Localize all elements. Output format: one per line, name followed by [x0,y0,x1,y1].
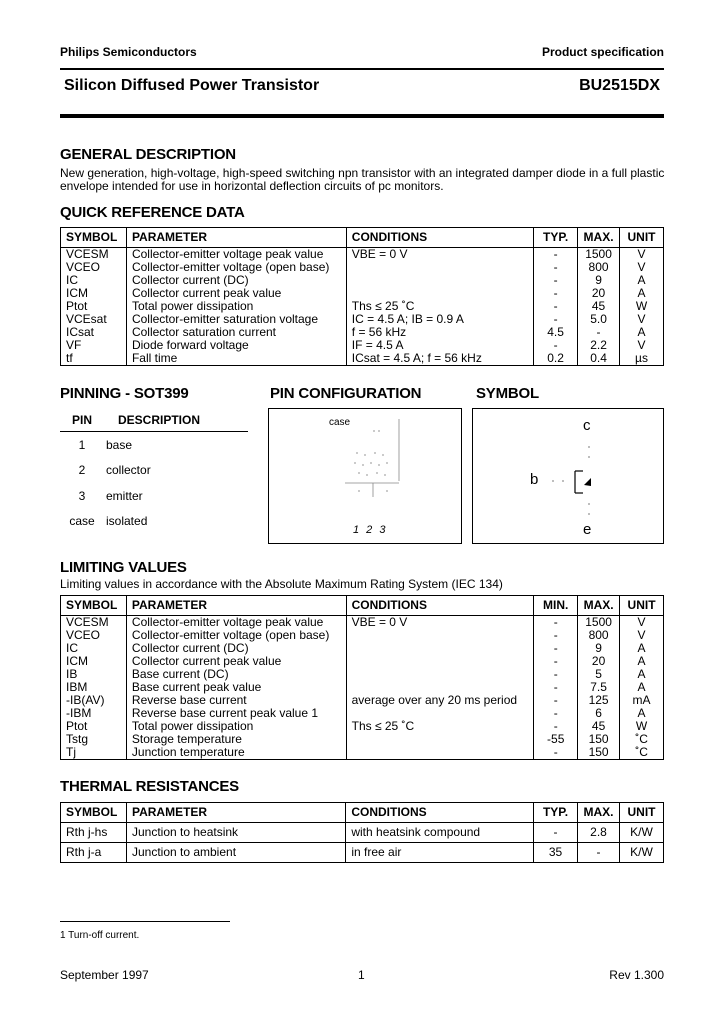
emitter-label: e [583,521,592,538]
cell-conditions [346,655,534,668]
cell-parameter: Collector-emitter voltage peak value [126,248,346,262]
thermal-resistances-table [60,802,664,863]
pinning-heading: PINNING - SOT399 [60,385,189,402]
col-header-pin: PIN [71,412,92,427]
cell-typ: 35 [534,843,578,863]
cell-min: - [534,694,578,707]
cell-parameter: Junction to ambient [126,843,345,863]
limiting-values-subtitle: Limiting values in accordance with the Absolute Maximum Rating System (IEC 134) [60,577,503,591]
cell-min: - [534,616,578,630]
cell-unit: V [620,629,664,642]
cell-min: - [534,707,578,720]
cell-min: - [534,681,578,694]
pin-configuration-box [268,408,462,544]
limiting-values-heading: LIMITING VALUES [60,559,187,576]
col-header-symbol: SYMBOL [61,228,127,248]
quick-reference-heading: QUICK REFERENCE DATA [60,204,245,221]
pin-number: 3 [78,488,86,503]
cell-conditions: IC = 4.5 A; IB = 0.9 A [346,313,533,326]
page-number: 1 [358,968,365,982]
col-header-max: MAX. [578,803,620,823]
cell-typ: - [534,248,578,262]
cell-parameter: Collector current (DC) [126,274,346,287]
cell-unit: A [620,655,664,668]
cell-parameter: Collector current peak value [126,287,346,300]
cell-unit: A [620,642,664,655]
cell-max: 2.8 [578,823,620,843]
cell-parameter: Reverse base current peak value 1 [126,707,346,720]
general-description-text [60,167,680,193]
col-header-typ: TYP. [534,803,578,823]
cell-symbol: Ptot [61,720,127,733]
cell-unit: A [620,681,664,694]
col-header-parameter: PARAMETER [126,228,346,248]
cell-symbol: Ptot [61,300,127,313]
thermal-resistances-heading: THERMAL RESISTANCES [60,778,239,795]
cell-unit: µs [620,352,664,366]
cell-max: 9 [578,274,620,287]
cell-unit: W [620,720,664,733]
quick-reference-table [60,227,664,366]
cell-unit: K/W [619,843,663,863]
cell-max: 20 [578,655,620,668]
cell-typ: - [534,300,578,313]
cell-symbol: IB [61,668,127,681]
cell-parameter: Collector-emitter voltage (open base) [126,261,346,274]
cell-conditions [346,668,534,681]
pin-description: emitter [106,488,143,503]
cell-typ: - [534,339,578,352]
cell-max: 800 [578,629,620,642]
cell-conditions [346,733,534,746]
cell-conditions [346,746,534,760]
cell-max: 6 [578,707,620,720]
cell-conditions: f = 56 kHz [346,326,533,339]
cell-parameter: Junction temperature [126,746,346,760]
pin-numbers-label: 1 2 3 [353,524,388,536]
cell-max: 1500 [578,248,620,262]
cell-symbol: ICsat [61,326,127,339]
col-header-symbol: SYMBOL [61,803,127,823]
cell-conditions: Ths ≤ 25 ˚C [346,300,533,313]
cell-conditions: average over any 20 ms period [346,694,534,707]
general-description-line: New generation, high-voltage, high-speed switching npn transistor with an integrated damper diode in a full plastic [60,166,665,180]
cell-parameter: Collector-emitter voltage peak value [126,616,346,630]
cell-parameter: Junction to heatsink [126,823,345,843]
col-header-min: MIN. [534,596,578,616]
document-title: Silicon Diffused Power Transistor [64,77,320,94]
cell-unit: mA [620,694,664,707]
cell-max: - [578,326,620,339]
pinning-table [60,408,248,534]
document-type: Product specification [541,45,664,59]
cell-typ: - [534,313,578,326]
cell-max: 5 [578,668,620,681]
cell-min: - [534,668,578,681]
general-description-heading: GENERAL DESCRIPTION [60,146,236,163]
cell-parameter: Collector current peak value [126,655,346,668]
cell-symbol: VCEO [61,629,127,642]
cell-unit: A [620,274,664,287]
cell-symbol: IBM [61,681,127,694]
cell-symbol: Rth j-a [61,843,127,863]
cell-symbol: tf [61,352,127,366]
cell-max: 800 [578,261,620,274]
col-header-unit: UNIT [620,228,664,248]
thermal-resistance-row [61,843,664,863]
cell-parameter: Collector current (DC) [126,642,346,655]
cell-min: - [534,642,578,655]
cell-symbol: Tj [61,746,127,760]
revision: Rev 1.300 [609,968,664,982]
cell-symbol: ICM [61,655,127,668]
pin-description: isolated [106,514,148,529]
cell-typ: - [534,274,578,287]
cell-unit: A [620,707,664,720]
collector-label: c [583,417,591,434]
symbol-heading: SYMBOL [476,385,539,402]
cell-parameter: Total power dissipation [126,300,346,313]
footer-date: September 1997 [60,968,149,982]
cell-symbol: VCEsat [61,313,127,326]
cell-unit: K/W [619,823,663,843]
col-header-max: MAX. [578,228,620,248]
cell-conditions: ICsat = 4.5 A; f = 56 kHz [346,352,533,366]
col-header-symbol: SYMBOL [61,596,127,616]
col-header-typ: TYP. [534,228,578,248]
pin-description: base [106,437,133,452]
cell-max: 0.4 [578,352,620,366]
col-header-conditions: CONDITIONS [346,596,534,616]
cell-conditions [346,261,533,274]
cell-unit: V [620,248,664,262]
pin-number: 2 [78,463,86,478]
cell-parameter: Reverse base current [126,694,346,707]
cell-max: 9 [578,642,620,655]
cell-typ: 0.2 [534,352,578,366]
cell-max: 150 [578,746,620,760]
cell-conditions: VBE = 0 V [346,616,534,630]
cell-conditions [346,274,533,287]
footnote-divider [60,921,230,922]
transistor-symbol-icon [473,409,665,545]
cell-min: - [534,720,578,733]
pinning-row [60,483,248,509]
cell-min: - [534,746,578,760]
symbol-box [472,408,664,544]
pinning-row [60,509,248,535]
quick-reference-row [61,248,664,262]
cell-max: 7.5 [578,681,620,694]
col-header-parameter: PARAMETER [126,596,346,616]
company-name: Philips Semiconductors [60,45,197,59]
cell-max: 2.2 [578,339,620,352]
cell-conditions: IF = 4.5 A [346,339,533,352]
limiting-values-row [61,746,664,760]
cell-conditions: VBE = 0 V [346,248,533,262]
cell-conditions: in free air [346,843,534,863]
general-description-line: envelope intended for use in horizontal deflection circuits of pc monitors. [60,179,444,193]
cell-conditions [346,642,534,655]
cell-parameter: Total power dissipation [126,720,346,733]
col-header-parameter: PARAMETER [126,803,345,823]
quick-reference-row [61,352,664,366]
thermal-resistance-row [61,823,664,843]
part-number: BU2515DX [579,77,660,94]
cell-symbol: -IB(AV) [61,694,127,707]
cell-min: -55 [534,733,578,746]
cell-symbol: Rth j-hs [61,823,127,843]
cell-symbol: VCESM [61,248,127,262]
cell-parameter: Storage temperature [126,733,346,746]
cell-unit: A [620,326,664,339]
cell-max: 1500 [578,616,620,630]
cell-typ: 4.5 [534,326,578,339]
cell-parameter: Collector-emitter saturation voltage [126,313,346,326]
pinning-row [60,432,248,458]
cell-unit: V [620,313,664,326]
cell-parameter: Collector saturation current [126,326,346,339]
pin-number: 1 [78,437,86,452]
cell-symbol: IC [61,274,127,287]
cell-symbol: Tstg [61,733,127,746]
cell-parameter: Fall time [126,352,346,366]
limiting-values-table [60,595,664,760]
cell-max: - [578,843,620,863]
col-header-unit: UNIT [619,803,663,823]
cell-conditions [346,629,534,642]
cell-unit: ˚C [620,733,664,746]
pin-description: collector [106,463,151,478]
cell-unit: W [620,300,664,313]
pinning-table-header [60,408,248,432]
cell-unit: A [620,668,664,681]
col-header-conditions: CONDITIONS [346,803,534,823]
cell-symbol: -IBM [61,707,127,720]
cell-unit: V [620,616,664,630]
footnote: 1 Turn-off current. [60,930,140,941]
cell-symbol: ICM [61,287,127,300]
pinning-row [60,458,248,484]
cell-max: 150 [578,733,620,746]
cell-symbol: VF [61,339,127,352]
cell-typ: - [534,823,578,843]
cell-parameter: Collector-emitter voltage (open base) [126,629,346,642]
cell-min: - [534,655,578,668]
cell-symbol: VCEO [61,261,127,274]
cell-unit: A [620,287,664,300]
cell-min: - [534,629,578,642]
cell-unit: ˚C [620,746,664,760]
cell-parameter: Base current (DC) [126,668,346,681]
col-header-description: DESCRIPTION [118,412,201,427]
base-label: b [530,471,539,488]
cell-max: 5.0 [578,313,620,326]
cell-max: 45 [578,300,620,313]
cell-unit: V [620,339,664,352]
cell-conditions: Ths ≤ 25 ˚C [346,720,534,733]
cell-unit: V [620,261,664,274]
cell-typ: - [534,287,578,300]
cell-parameter: Diode forward voltage [126,339,346,352]
col-header-unit: UNIT [620,596,664,616]
cell-max: 125 [578,694,620,707]
cell-symbol: VCESM [61,616,127,630]
col-header-max: MAX. [578,596,620,616]
case-label: case [329,417,351,428]
cell-conditions: with heatsink compound [346,823,534,843]
cell-max: 20 [578,287,620,300]
cell-symbol: IC [61,642,127,655]
col-header-conditions: CONDITIONS [346,228,533,248]
pin-number: case [69,514,95,529]
pin-configuration-heading: PIN CONFIGURATION [270,385,422,402]
cell-max: 45 [578,720,620,733]
cell-parameter: Base current peak value [126,681,346,694]
cell-typ: - [534,261,578,274]
limiting-values-row [61,616,664,630]
